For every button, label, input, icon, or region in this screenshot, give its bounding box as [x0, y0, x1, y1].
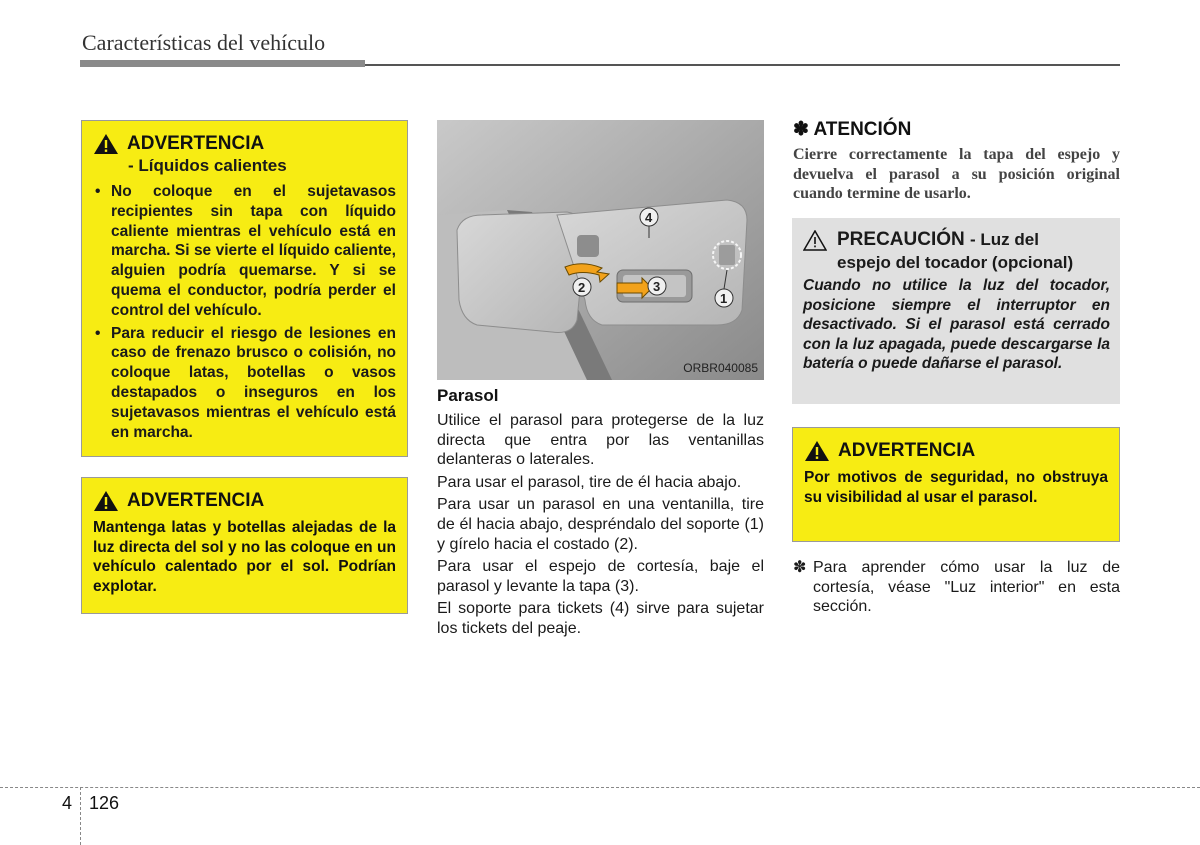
body-text — [437, 411, 764, 642]
attention-text: Cierre correctamente la tapa del espejo y devuelva el parasol a su posición original cuando termine de usarlo. — [793, 146, 1120, 203]
paragraph: Para usar un parasol en una ventanilla, tire de él hacia abajo, despréndalo del soporte (1) y gírelo hacia el costado (2). — [437, 496, 764, 553]
warning-box-visibility — [792, 427, 1120, 542]
warning-heading — [93, 490, 396, 512]
warning-heading — [804, 440, 1108, 462]
warning-triangle-icon — [93, 490, 119, 512]
caution-triangle-icon — [803, 230, 827, 251]
caution-heading — [803, 228, 1110, 274]
warning-box-cans-sun — [81, 477, 408, 614]
callout-3: 3 — [653, 279, 661, 294]
note-mark-icon: ✽ — [793, 559, 807, 576]
paragraph: Utilice el parasol para protegerse de la luz directa que entra por las ventanillas delanteras o laterales. — [437, 412, 764, 469]
warning-text: Mantenga latas y botellas alejadas de la luz directa del sol y no las coloque en un vehículo calentado por el sol. Podrían explotar. — [93, 519, 396, 595]
warning-heading-text: ADVERTENCIA — [127, 133, 265, 154]
sunvisor-figure — [437, 120, 764, 380]
paragraph: Para usar el parasol, tire de él hacia abajo. — [437, 473, 742, 491]
paragraph: El soporte para tickets (4) sirve para sujetar los tickets del peaje. — [437, 600, 764, 637]
caution-heading-suffix: - Luz del — [970, 230, 1039, 249]
warning-triangle-icon — [93, 133, 119, 155]
warning-triangle-icon — [804, 440, 830, 462]
callout-2: 2 — [578, 280, 586, 295]
page-number: 126 — [89, 793, 120, 813]
warning-box-hot-liquids — [81, 120, 408, 457]
figure-code: ORBR040085 — [683, 361, 758, 375]
chapter-number: 4 — [62, 793, 73, 813]
bullet-item: • Para reducir el riesgo de lesiones en caso de frenazo brusco o colisión, no coloque latas, botellas o vasos destapados o inseguros en los sujetavasos mientras el vehículo está en marcha. — [93, 324, 396, 443]
warning-bullet-list — [93, 182, 396, 442]
footer-rule — [0, 787, 1200, 788]
caution-box — [792, 218, 1120, 404]
warning-heading — [93, 133, 396, 155]
footer-divider — [80, 787, 81, 845]
bullet-item: • No coloque en el sujetavasos recipientes sin tapa con líquido caliente mientras el vehículo está en marcha. Si se vierte el líquido caliente, alguien podría quemarse. Y si se quema el conductor, podría perder el control del vehículo. — [93, 182, 396, 321]
warning-heading-text: ADVERTENCIA — [127, 490, 265, 511]
paragraph: Para usar el espejo de cortesía, baje el parasol y levante la tapa (3). — [437, 558, 764, 595]
warning-subheading: - Líquidos calientes — [128, 156, 287, 175]
caution-heading-text: PRECAUCIÓN — [837, 229, 965, 250]
callout-4: 4 — [645, 210, 653, 225]
caution-heading-line2: espejo del tocador (opcional) — [837, 253, 1074, 272]
header-rule-thin — [365, 64, 1120, 66]
warning-heading-text: ADVERTENCIA — [838, 440, 976, 461]
header-rule — [80, 60, 365, 67]
warning-text: Por motivos de seguridad, no obstruya su visibilidad al usar el parasol. — [804, 469, 1108, 506]
caution-text: Cuando no utilice la luz del tocador, posicione siempre el interruptor en desactivado. Si el parasol está cerrado con la luz apagada, puede descargarse la batería o puede dañarse el parasol. — [803, 277, 1110, 372]
note-text: Para aprender cómo usar la luz de cortesía, véase "Luz interior" en esta sección. — [813, 559, 1120, 616]
note — [793, 558, 1120, 617]
sunvisor-illustration — [437, 120, 764, 380]
page-header-title: Características del vehículo — [82, 30, 326, 55]
attention-title: ✽ ATENCIÓN — [793, 119, 912, 140]
section-title: Parasol — [437, 386, 499, 405]
callout-1: 1 — [720, 291, 728, 306]
